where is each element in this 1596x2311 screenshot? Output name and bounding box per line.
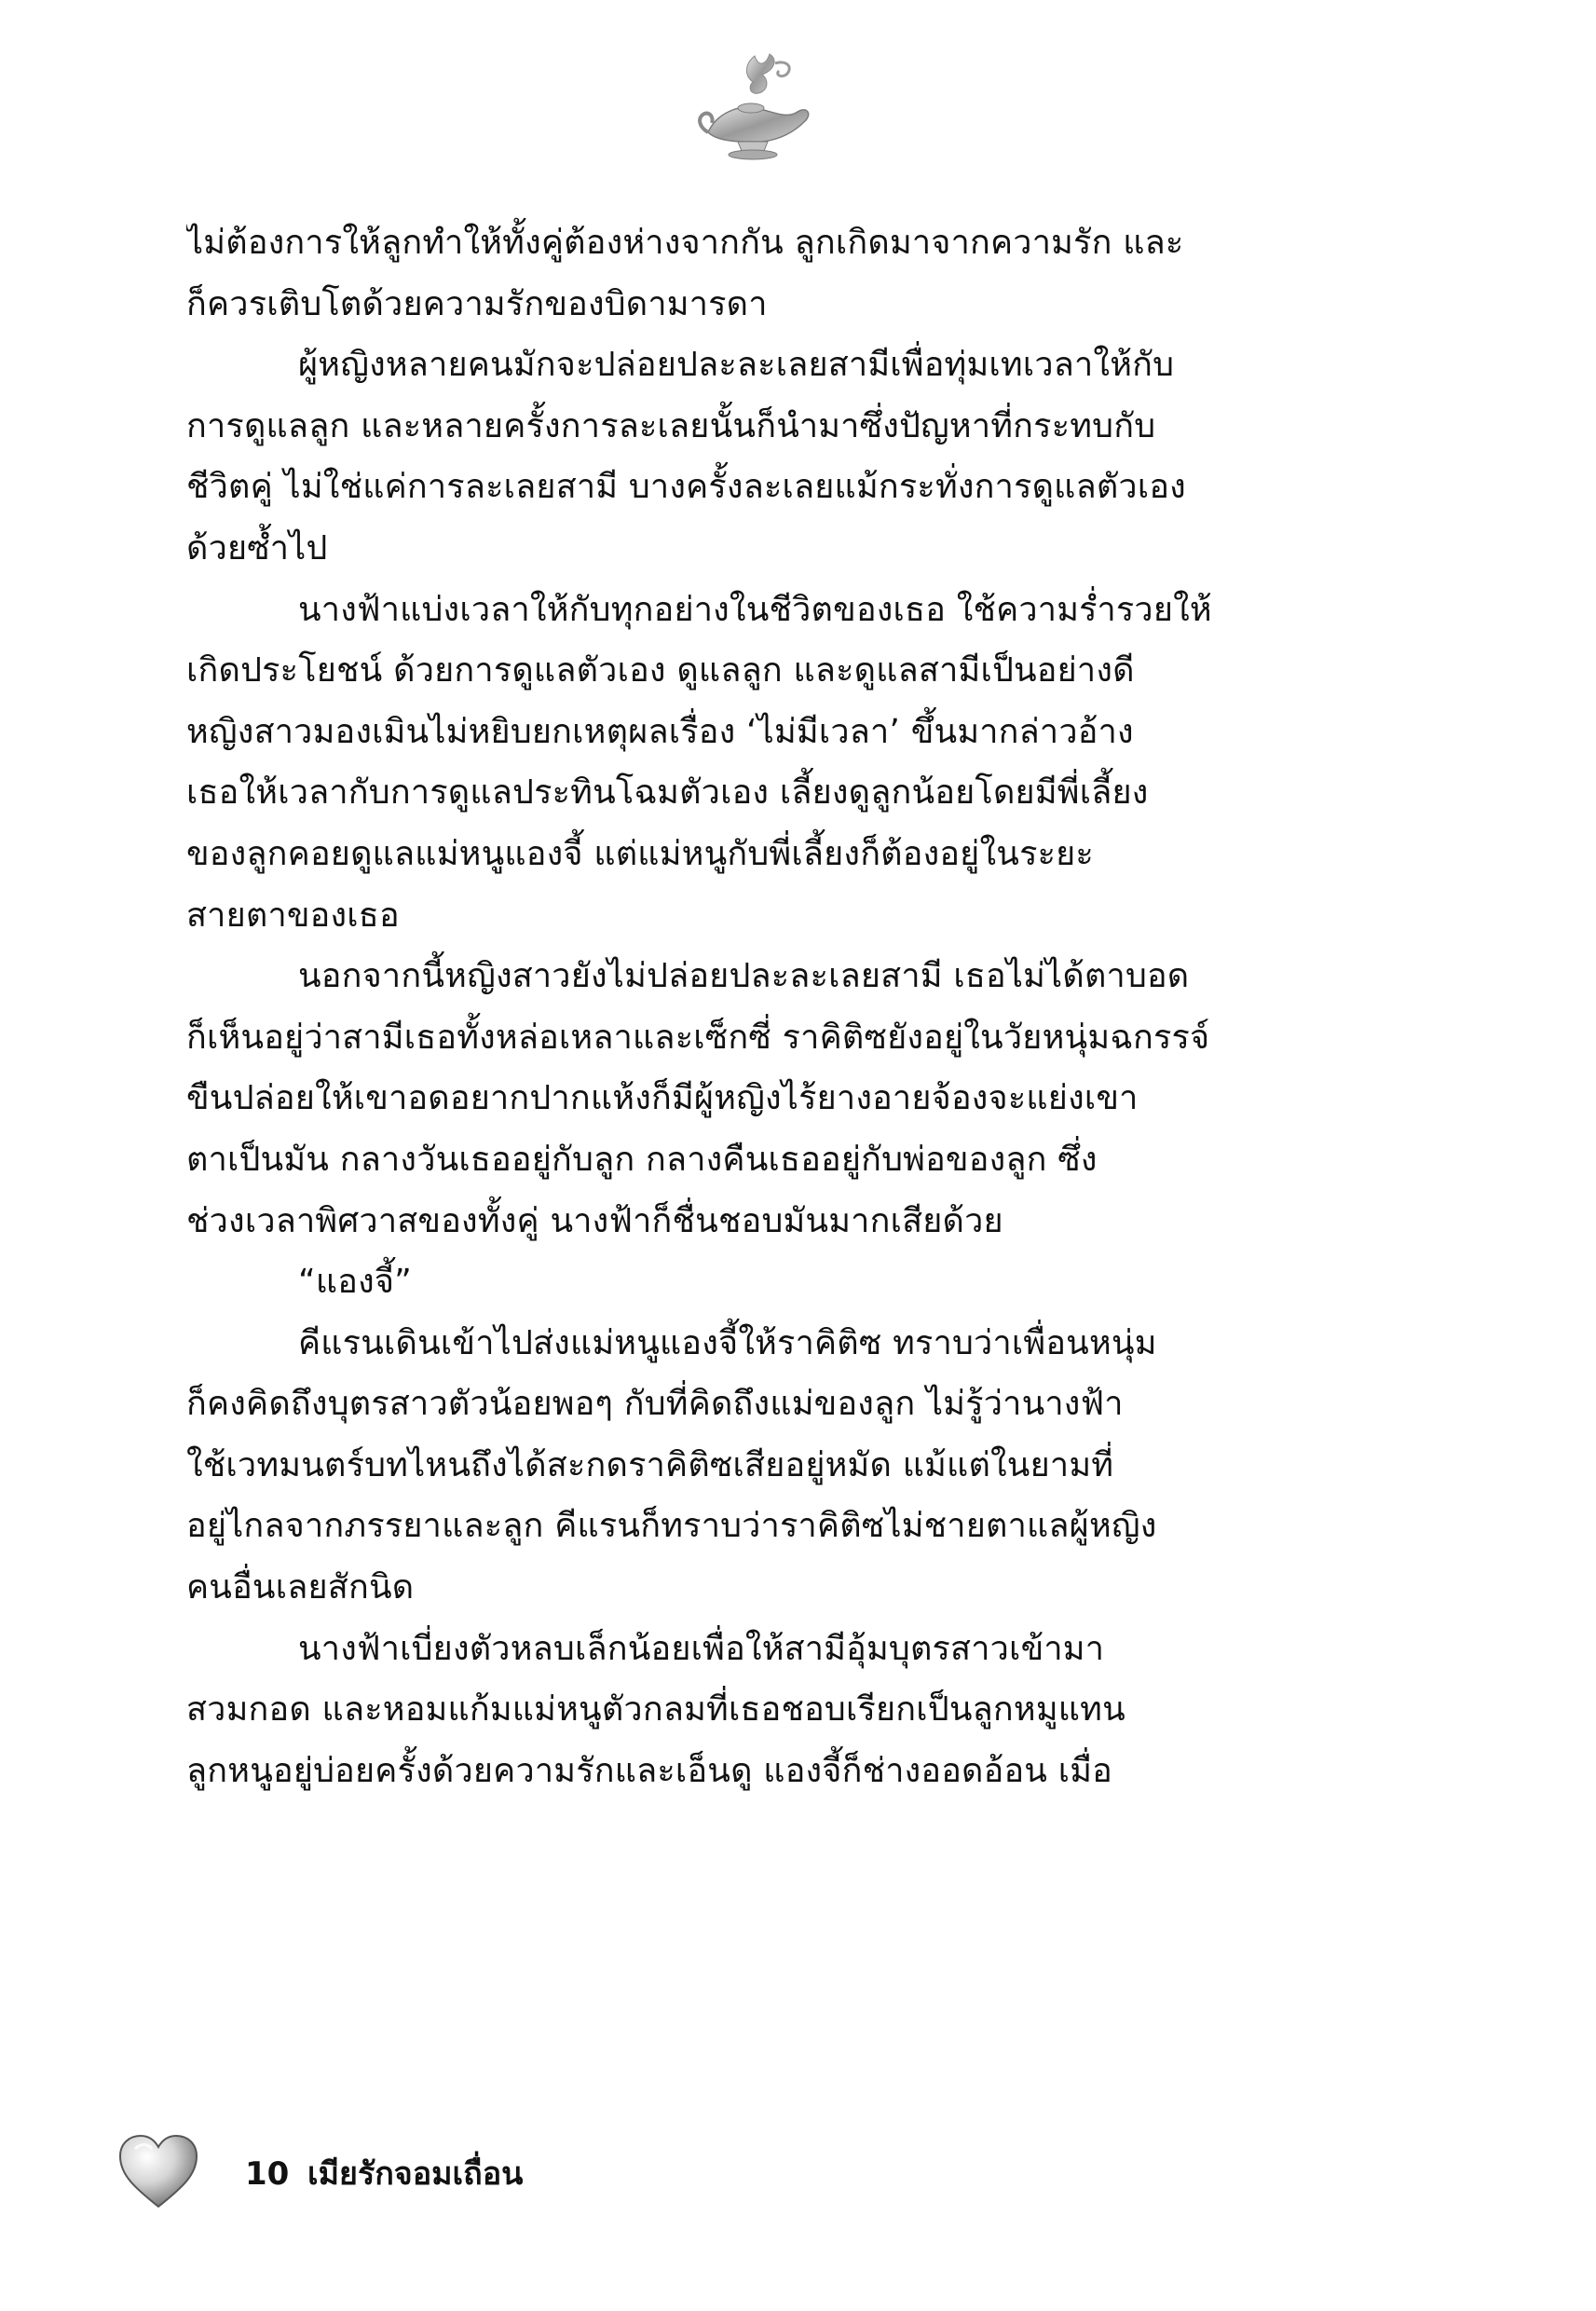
text-line: ลูกหนูอยู่บ่อยครั้งด้วยความรักและเอ็นดู แองจี้ก็ช่างออดอ้อน เมื่อ: [186, 1751, 1112, 1790]
heart-icon: [116, 2132, 200, 2210]
text-line: เธอให้เวลากับการดูแลประทินโฉมตัวเอง เลี้ยงดูลูกน้อยโดยมีพี่เลี้ยง: [186, 773, 1149, 813]
text-line: ผู้หญิงหลายคนมักจะปล่อยปละละเลยสามีเพื่อทุ่มเทเวลาให้กับ: [298, 346, 1175, 385]
text-line: คีแรนเดินเข้าไปส่งแม่หนูแองจี้ให้ราคิติซ ทราบว่าเพื่อนหนุ่ม: [298, 1323, 1157, 1362]
text-line: ก็เห็นอยู่ว่าสามีเธอทั้งหล่อเหลาและเซ็กซี่ ราคิติซยังอยู่ในวัยหนุ่มฉกรรจ์: [186, 1018, 1210, 1057]
text-line: การดูแลลูก และหลายครั้งการละเลยนั้นก็นำมาซึ่งปัญหาที่กระทบกับ: [186, 406, 1156, 445]
page-number: 10: [245, 2155, 290, 2193]
text-line: ชีวิตคู่ ไม่ใช่แค่การละเลยสามี บางครั้งละเลยแม้กระทั่งการดูแลตัวเอง: [186, 468, 1186, 507]
text-line: ขืนปล่อยให้เขาอดอยากปากแห้งก็มีผู้หญิงไร้ยางอายจ้องจะแย่งเขา: [186, 1079, 1139, 1118]
text-line: หญิงสาวมองเมินไม่หยิบยกเหตุผลเรื่อง ‘ไม่มีเวลา’ ขึ้นมากล่าวอ้าง: [186, 712, 1134, 751]
text-line: ตาเป็นมัน กลางวันเธออยู่กับลูก กลางคืนเธออยู่กับพ่อของลูก ซึ่ง: [186, 1140, 1098, 1179]
page-footer: [116, 2132, 769, 2216]
text-line: อยู่ไกลจากภรรยาและลูก คีแรนก็ทราบว่าราคิติซไม่ชายตาแลผู้หญิง: [186, 1507, 1157, 1546]
text-line: สวมกอด และหอมแก้มแม่หนูตัวกลมที่เธอชอบเรียกเป็นลูกหมูแทน: [186, 1690, 1125, 1730]
text-line: ของลูกคอยดูแลแม่หนูแองจี้ แต่แม่หนูกับพี่เลี้ยงก็ต้องอยู่ในระยะ: [186, 834, 1094, 873]
text-line: ไม่ต้องการให้ลูกทำให้ทั้งคู่ต้องห่างจากกัน ลูกเกิดมาจากความรัก และ: [186, 224, 1184, 262]
text-line: ใช้เวทมนตร์บทไหนถึงได้สะกดราคิติซเสียอยู่หมัด แม้แต่ในยามที่: [186, 1445, 1114, 1484]
text-line: สายตาของเธอ: [186, 896, 400, 935]
text-line: เกิดประโยชน์ ด้วยการดูแลตัวเอง ดูแลลูก และดูแลสามีเป็นอย่างดี: [186, 651, 1135, 691]
text-line: “แองจี้”: [298, 1263, 412, 1302]
book-title: เมียรักจอมเถื่อน: [307, 2155, 524, 2193]
text-line: ก็ควรเติบโตด้วยความรักของบิดามารดา: [186, 284, 768, 323]
text-line: ก็คงคิดถึงบุตรสาวตัวน้อยพอๆ กับที่คิดถึงแม่ของลูก ไม่รู้ว่านางฟ้า: [186, 1385, 1124, 1424]
genie-lamp-icon: [689, 47, 820, 168]
text-line: นางฟ้าแบ่งเวลาให้กับทุกอย่างในชีวิตของเธอ ใช้ความร่ำรวยให้: [298, 590, 1212, 629]
body-text: [186, 212, 1337, 1801]
text-line: นอกจากนี้หญิงสาวยังไม่ปล่อยปละละเลยสามี เธอไม่ได้ตาบอด: [298, 957, 1190, 996]
text-line: คนอื่นเลยสักนิด: [186, 1568, 415, 1607]
text-line: นางฟ้าเบี่ยงตัวหลบเล็กน้อยเพื่อให้สามีอุ้มบุตรสาวเข้ามา: [298, 1629, 1105, 1668]
text-line: ช่วงเวลาพิศวาสของทั้งคู่ นางฟ้าก็ชื่นชอบมันมากเสียด้วย: [186, 1201, 1003, 1240]
text-line: ด้วยซ้ำไป: [186, 528, 328, 567]
